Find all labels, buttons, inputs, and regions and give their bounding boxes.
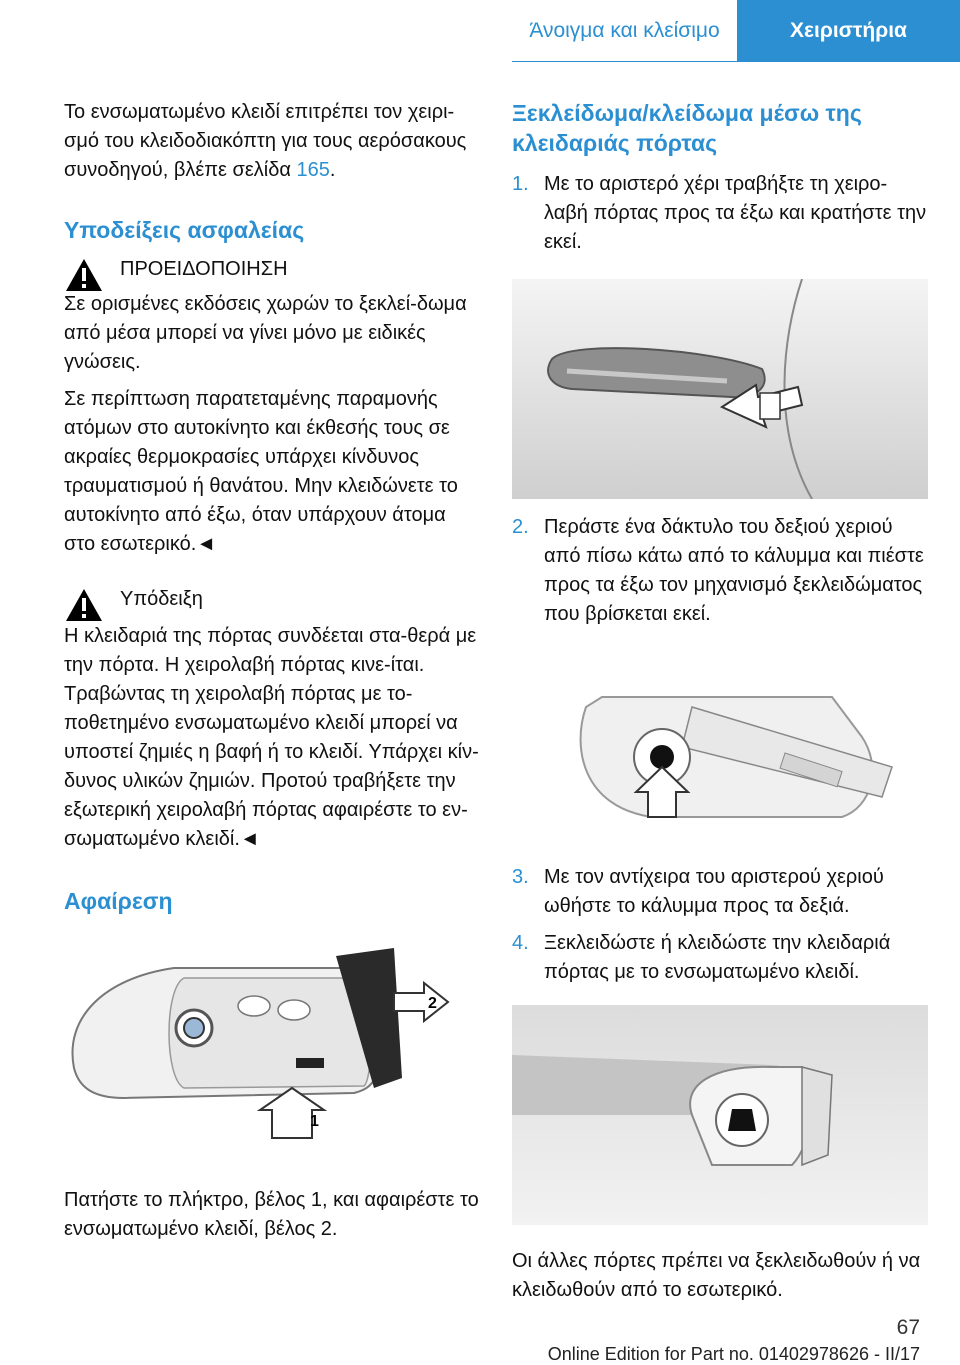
step-text: Με το αριστερό χέρι τραβήξτε τη χειρο-λαβή πόρτας προς τα έξω και κρατήστε την εκεί. — [544, 173, 927, 253]
step-2 — [512, 513, 928, 629]
warning-block-2 — [64, 585, 480, 854]
closing-text: Οι άλλες πόρτες πρέπει να ξεκλειδωθούν ή να κλειδωθούν από το εσωτερικό. — [512, 1250, 921, 1301]
arrow-label-2: 2 — [428, 995, 437, 1012]
edition-note: Online Edition for Part no. 01402978626 - II/17 — [547, 1344, 920, 1364]
note-body: Η κλειδαριά της πόρτας συνδέεται στα-θερά με την πόρτα. Η χειρολαβή πόρτας κινε-ίται. Τραβώντας τη χειρολαβή πόρτας με το-ποθετημένο ενσωματωμένο κλειδί μπορεί να υποστεί ζημιές η βαφή ή το κλειδί. Υπάρχει κίν-δυνος υλικών ζημιών. Προτού τραβήξετε την εξωτερική χειρολαβή πόρτας αφαιρέστε το εν-σωματωμένο κλειδί.◄ — [64, 625, 479, 850]
removal-text: Πατήστε το πλήκτρο, βέλος 1, και αφαιρέστε το ενσωματωμένο κλειδί, βέλος 2. — [64, 1189, 479, 1240]
section-title: Άνοιγμα και κλείσιμο — [512, 0, 737, 62]
step-text: Με τον αντίχειρα του αριστερού χεριού ωθήστε το κάλυμμα προς τα δεξιά. — [544, 866, 884, 917]
step-text: Περάστε ένα δάκτυλο του δεξιού χεριού από πίσω κάτω από το κάλυμμα και πιέστε προς τα έξω τον μηχανισμό ξεκλειδώματος που βρίσκεται εκεί. — [544, 516, 924, 625]
warning-text-1-body: Σε ορισμένες εκδόσεις χωρών το ξεκλεί-δωμα από μέσα μπορεί να γίνει μόνο με ειδικές γνώσεις. — [64, 293, 467, 373]
right-column — [512, 98, 928, 1305]
step-4 — [512, 929, 928, 987]
step-number: 2. — [512, 516, 529, 538]
step-1 — [512, 170, 928, 257]
key-fob-figure — [64, 938, 480, 1158]
warning-title: ΠΡΟΕΙΔΟΠΟΙΗΣΗ — [120, 258, 288, 280]
page-header — [512, 0, 960, 62]
key-in-lock-figure — [512, 1005, 928, 1225]
warning-block-1 — [64, 255, 480, 559]
intro-paragraph — [64, 98, 480, 185]
intro-text: Το ενσωματωμένο κλειδί επιτρέπει τον χειρι-σμό του κλειδοδιακόπτη για τους αερόσακους συνοδηγού, βλέπε σελίδα — [64, 101, 467, 181]
warning-text-2-body: Σε περίπτωση παρατεταμένης παραμονής ατόμων στο αυτοκίνητο και έκθεσής τους σε ακραίες θερμοκρασίες υπάρχει κίνδυνος τραυματισμού ή θανάτου. Μην κλειδώνετε το αυτοκίνητο από έξω, όταν υπάρχουν άτομα στο εσωτερικό.◄ — [64, 388, 458, 555]
arrow-label-1: 1 — [310, 1113, 319, 1130]
step-number: 4. — [512, 932, 529, 954]
warning-triangle-icon — [64, 587, 104, 623]
lock-heading: Ξεκλείδωμα/κλείδωμα μέσω της κλειδαριάς πόρτας — [512, 100, 862, 156]
door-handle-figure — [512, 279, 928, 499]
intro-end: . — [329, 159, 336, 181]
step-number: 3. — [512, 866, 529, 888]
step-text: Ξεκλειδώστε ή κλειδώστε την κλειδαριά πόρτας με το ενσωματωμένο κλειδί. — [544, 932, 891, 983]
page-link-165[interactable]: 165 — [296, 159, 330, 181]
warning-triangle-icon — [64, 257, 104, 293]
note-title: Υπόδειξη — [120, 588, 203, 610]
step-number: 1. — [512, 173, 529, 195]
lock-cover-figure — [512, 667, 928, 837]
left-column — [64, 98, 480, 1244]
page-number: 67 — [896, 1316, 920, 1339]
chapter-title: Χειριστήρια — [737, 0, 960, 62]
removal-heading: Αφαίρεση — [64, 888, 173, 914]
safety-heading: Υποδείξεις ασφαλείας — [64, 217, 305, 243]
step-3 — [512, 863, 928, 921]
